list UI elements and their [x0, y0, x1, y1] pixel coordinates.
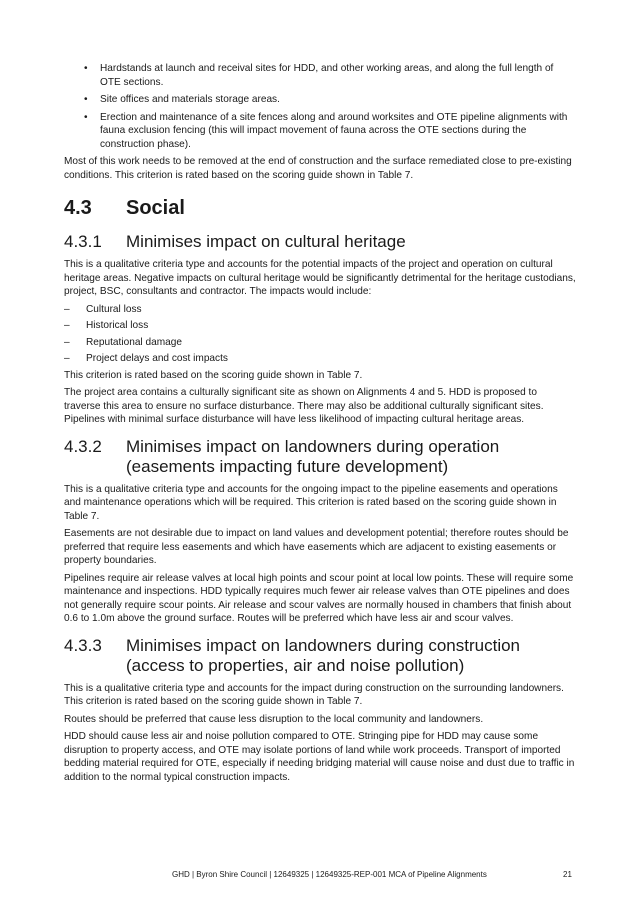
bullet-icon: •: [84, 94, 88, 105]
section-heading: [64, 196, 576, 220]
impacts-dash-list: [64, 303, 576, 366]
list-item: – Historical loss: [64, 320, 149, 331]
paragraph: Easements are not desirable due to impact on land values and development potential; therefore routes should be preferred that require less easements and which have easements which are adjacent to existing easements or property boundaries.: [64, 528, 569, 566]
subsection-title: Minimises impact on landowners during construction (access to properties, air and noise pollution): [126, 635, 521, 675]
subsection-title: Minimises impact on landowners during operation (easements impacting future development): [126, 436, 500, 476]
paragraph: This is a qualitative criteria type and accounts for the ongoing impact to the pipeline easements and operations and maintenance operations which will be required. This criterion is rated based on the scoring guide shown in Table 7.: [64, 483, 558, 522]
list-item: • Site offices and materials storage areas.: [84, 94, 280, 105]
paragraph: This is a qualitative criteria type and accounts for the impact during construction on the surrounding landowners. This criterion is rated based on the scoring guide shown in Table 7.: [64, 682, 564, 707]
list-item: – Project delays and cost impacts: [64, 353, 228, 364]
paragraph: Pipelines require air release valves at local high points and scour point at local low points. These will require some maintenance and inspections. HDD typically requires much fewer air release valves than OTE pipelines and does not generally require scour points. Air release and scour valves are normally housed in chambers that finish about 0.6 to 1.0m above the ground surface. Routes will be preferred which have less air and scour valves.: [64, 572, 574, 624]
paragraph: Routes should be preferred that cause less disruption to the local community and landowners.: [64, 713, 484, 725]
paragraph: The project area contains a culturally significant site as shown on Alignments 4 and 5. HDD is proposed to traverse this area to ensure no surface disturbance. There may also be additional culturally significant sites. Pipelines with minimal surface disturbance will have less likelihood of impacting cultural heritage areas.: [64, 387, 544, 425]
list-item: • Hardstands at launch and receival sites for HDD, and other working areas, and along the full length of OTE sections.: [84, 63, 554, 88]
document-page: [64, 62, 576, 788]
footer-text: GHD | Byron Shire Council | 12649325 | 12649325-REP-001 MCA of Pipeline Alignments: [172, 870, 487, 879]
list-item: • Erection and maintenance of a site fences along and around worksites and OTE pipeline alignments with fauna exclusion fencing (this will impact movement of fauna across the OTE sections during the construction phase).: [84, 111, 568, 150]
subsection-title: Minimises impact on cultural heritage: [126, 232, 406, 251]
intro-paragraph: Most of this work needs to be removed at the end of construction and the surface remediated close to pre-existing conditions. This criterion is rated based on the scoring guide shown in Table 7.: [64, 156, 572, 181]
bullet-icon: •: [84, 63, 88, 74]
section-title: Social: [126, 197, 185, 219]
bullet-icon: •: [84, 111, 88, 123]
paragraph: HDD should cause less air and noise pollution compared to OTE. Stringing pipe for HDD may cause some disruption to property access, and OTE may isolate portions of land while work proceeds. Transport of imported bedding material required for OTE, especially if needing bridging material will cause noise and dust due to traffic in addition to the normal typical construction impacts.: [64, 731, 575, 783]
subsection-heading-4-3-3: [64, 636, 576, 676]
paragraph: This criterion is rated based on the scoring guide shown in Table 7.: [64, 369, 363, 381]
list-item: – Cultural loss: [64, 303, 142, 315]
subsection-heading-4-3-2: [64, 437, 576, 477]
subsection-heading-4-3-1: [64, 232, 576, 252]
subsection-number: 4.3.2: [64, 436, 102, 456]
list-item: – Reputational damage: [64, 336, 182, 348]
section-number: 4.3: [64, 197, 92, 219]
dash-icon: –: [64, 320, 70, 331]
paragraph: This is a qualitative criteria type and accounts for the potential impacts of the project and operation on cultural heritage areas. Negative impacts on cultural heritage would be significantly detrimental for the heritage custodians, project, BSC, consultants and contractor. The impacts would include:: [64, 259, 576, 297]
intro-bullet-list: [64, 62, 576, 151]
subsection-number: 4.3.3: [64, 635, 102, 655]
page-number: 21: [563, 870, 572, 879]
subsection-number: 4.3.1: [64, 232, 102, 251]
dash-icon: –: [64, 353, 70, 364]
dash-icon: –: [64, 336, 70, 348]
dash-icon: –: [64, 303, 70, 315]
